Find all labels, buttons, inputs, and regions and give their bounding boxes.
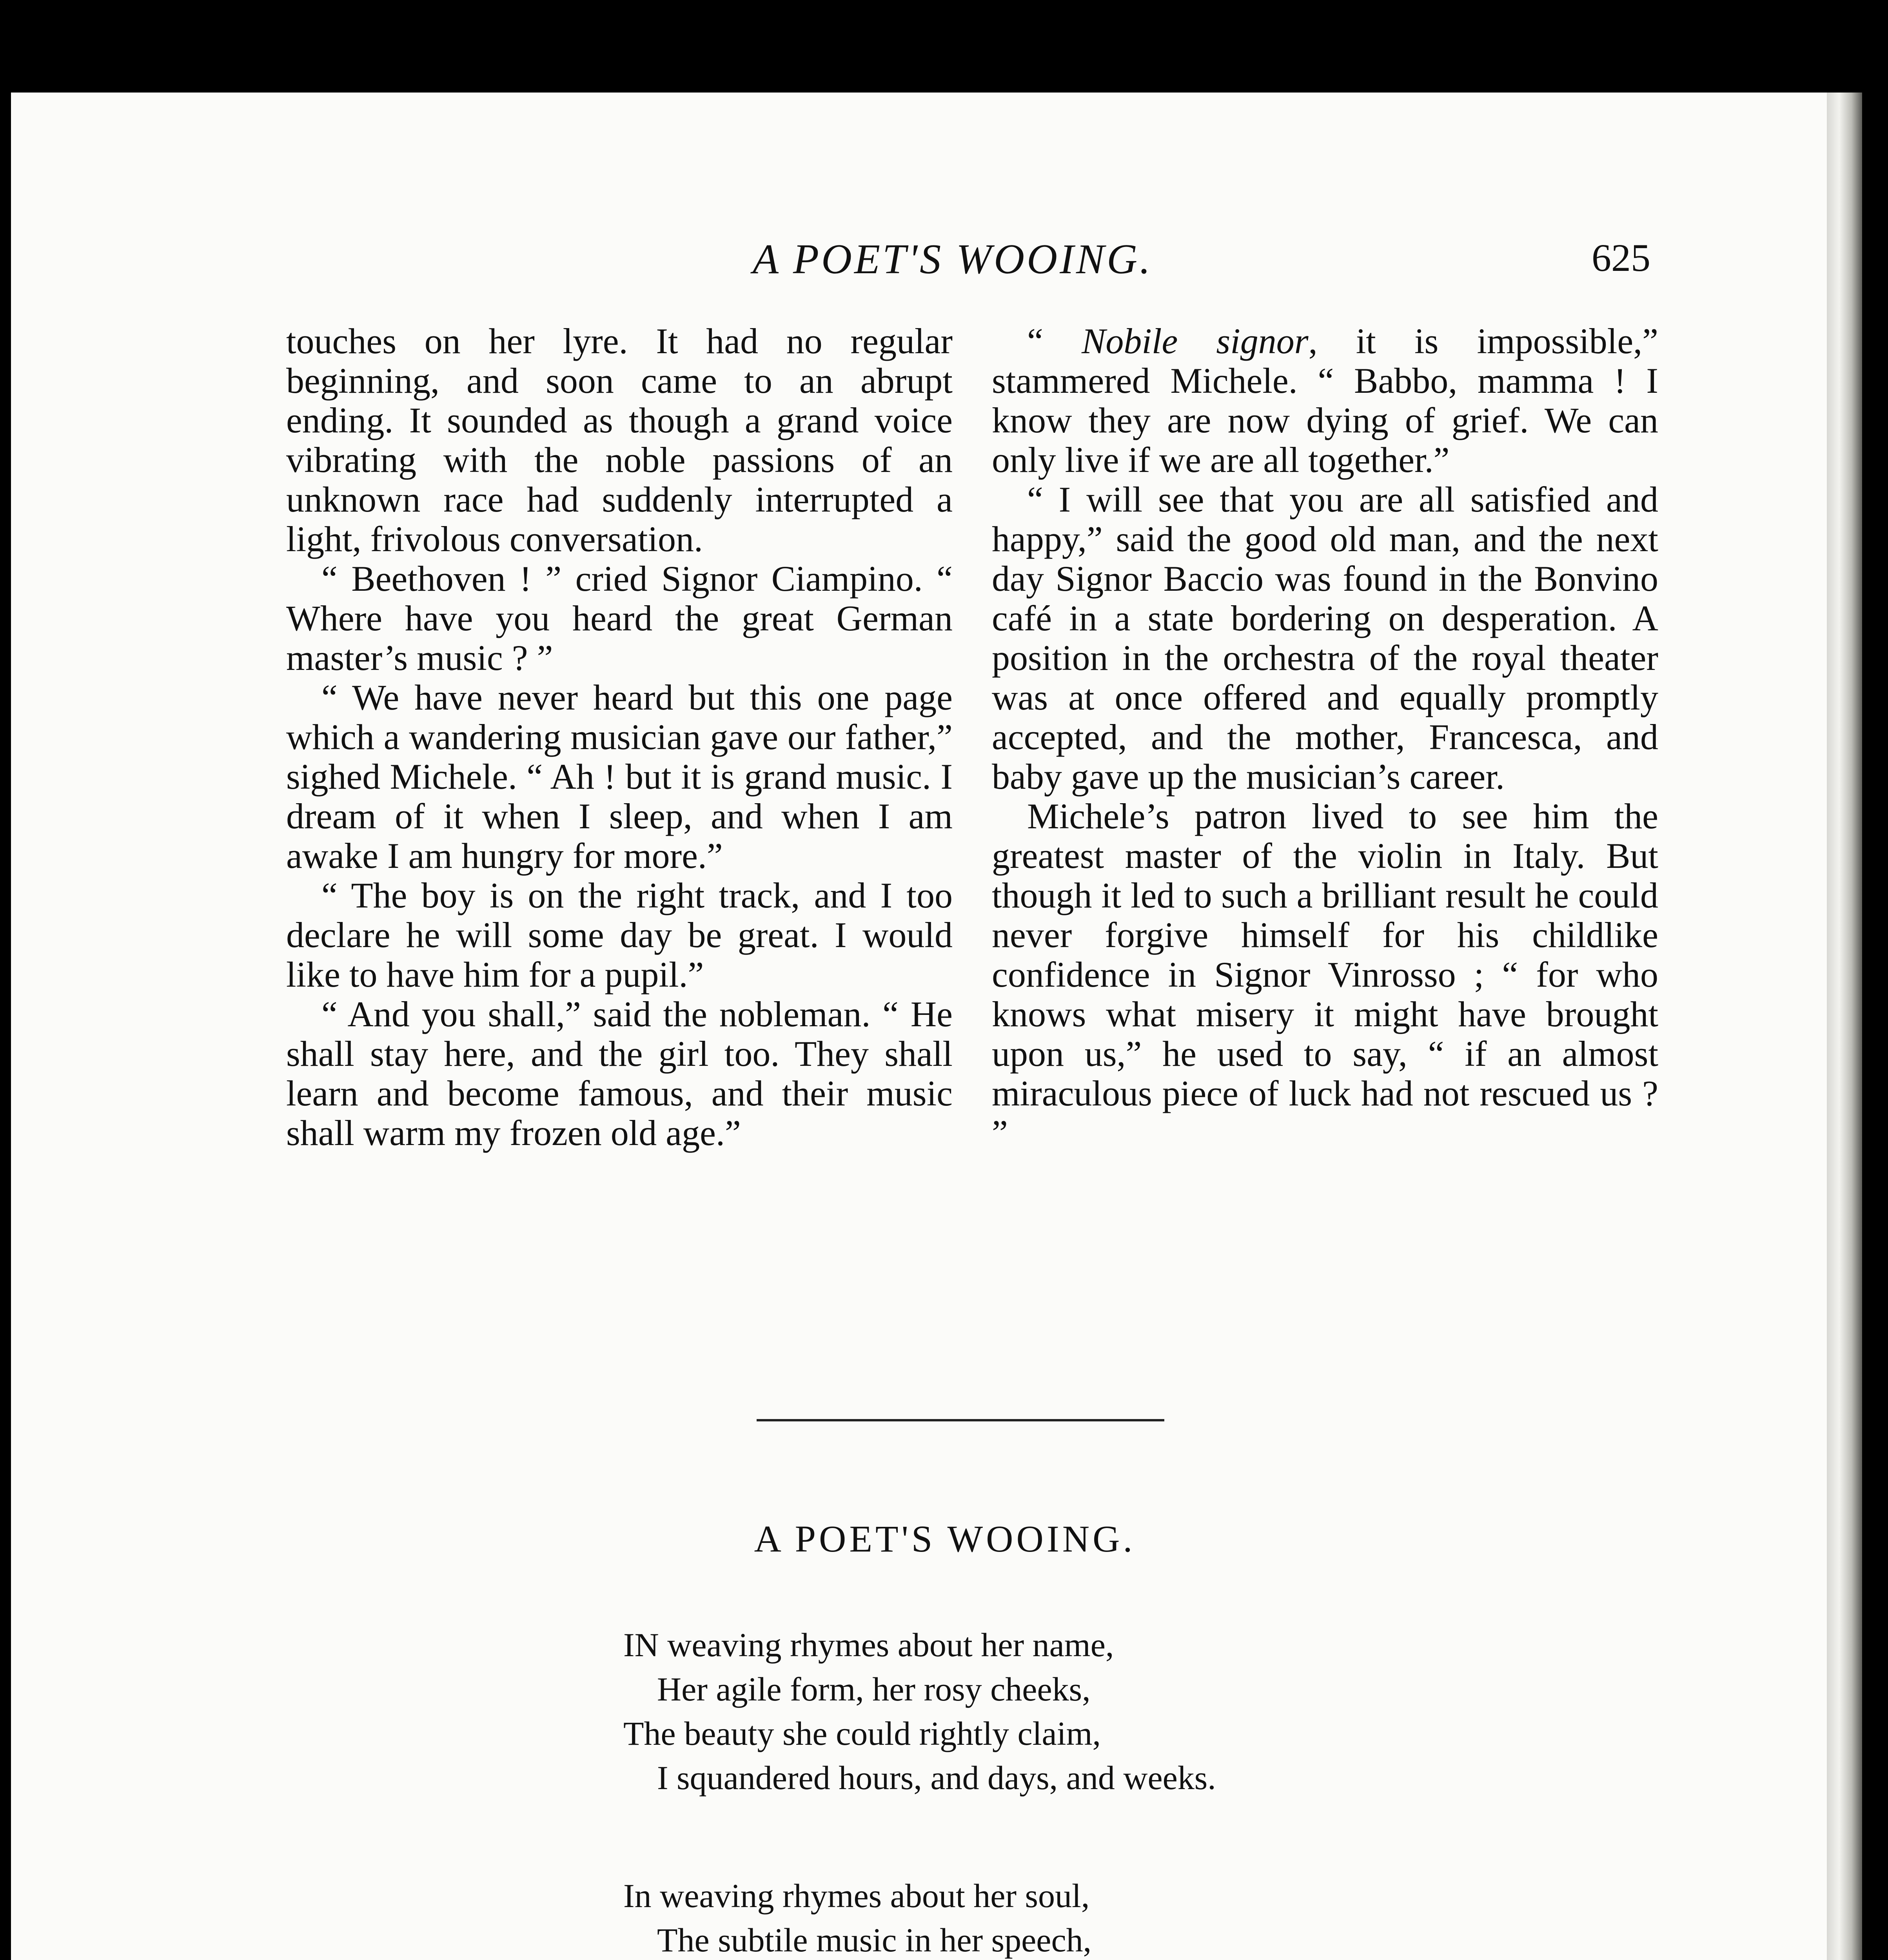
stanza	[623, 1874, 1447, 1960]
stanza	[623, 1623, 1447, 1800]
left-column	[286, 321, 953, 1153]
paragraph: touches on her lyre. It had no regular beginning, and soon came to an abrupt ending. It sounded as though a grand voice vibrating with the noble passions of an unknown race had suddenly interrupted a light, frivolous conversation.	[286, 321, 953, 559]
poem-line: The subtile music in her speech,	[657, 1921, 1092, 1959]
paragraph-text: , it is impossible,” stammered Michele. “ Babbo, mamma ! I know they are now dying of grief. We can only live if we are all together.”	[992, 321, 1658, 480]
poem-line: In weaving rhymes about her soul,	[623, 1877, 1090, 1915]
italic-phrase: Nobile signor	[1081, 321, 1309, 361]
section-divider	[757, 1419, 1164, 1421]
paragraph: Michele’s patron lived to see him the greatest master of the violin in Italy. But though it led to such a brilliant result he could never forgive himself for his childlike confidence in Signor Vinrosso ; “ for who knows what misery it might have brought upon us,” he used to say, “ if an almost miraculous piece of luck had not rescued us ? ”	[992, 796, 1658, 1153]
right-column	[992, 321, 1658, 1153]
page-number: 625	[1592, 236, 1650, 279]
paragraph: “ I will see that you are all satisfied and happy,” said the good old man, and the next day Signor Baccio was found in the Bonvino café in a state bordering on desperation. A position in the orchestra of the royal theater was at once offered and equally promptly accepted, and the mother, Francesca, and baby gave up the musician’s career.	[992, 479, 1658, 797]
poem-line: The beauty she could rightly claim,	[623, 1715, 1101, 1752]
page-edge	[1827, 93, 1862, 1960]
poem-title: A POET'S WOOING.	[754, 1518, 1136, 1560]
poem-line: Her agile form, her rosy cheeks,	[657, 1670, 1091, 1708]
running-head: A POET'S WOOING.	[753, 236, 1153, 283]
poem	[623, 1623, 1447, 1960]
paragraph: “ We have never heard but this one page which a wandering musician gave our father,” sighed Michele. “ Ah ! but it is grand music. I dream of it when I sleep, and when I am awake I am hungry for more.”	[286, 677, 953, 876]
quote-open: “	[1027, 321, 1082, 361]
paragraph	[992, 321, 1658, 480]
paragraph: “ And you shall,” said the nobleman. “ He shall stay here, and the girl too. They shall learn and become famous, and their music shall warm my frozen old age.”	[286, 994, 953, 1153]
paragraph: “ The boy is on the right track, and I too declare he will some day be great. I would like to have him for a pupil.”	[286, 875, 953, 995]
poem-line: I squandered hours, and days, and weeks.	[657, 1759, 1216, 1797]
poem-line: IN weaving rhymes about her name,	[623, 1626, 1114, 1664]
paragraph: “ Beethoven ! ” cried Signor Ciampino. “ Where have you heard the great German master’s music ? ”	[286, 559, 953, 678]
